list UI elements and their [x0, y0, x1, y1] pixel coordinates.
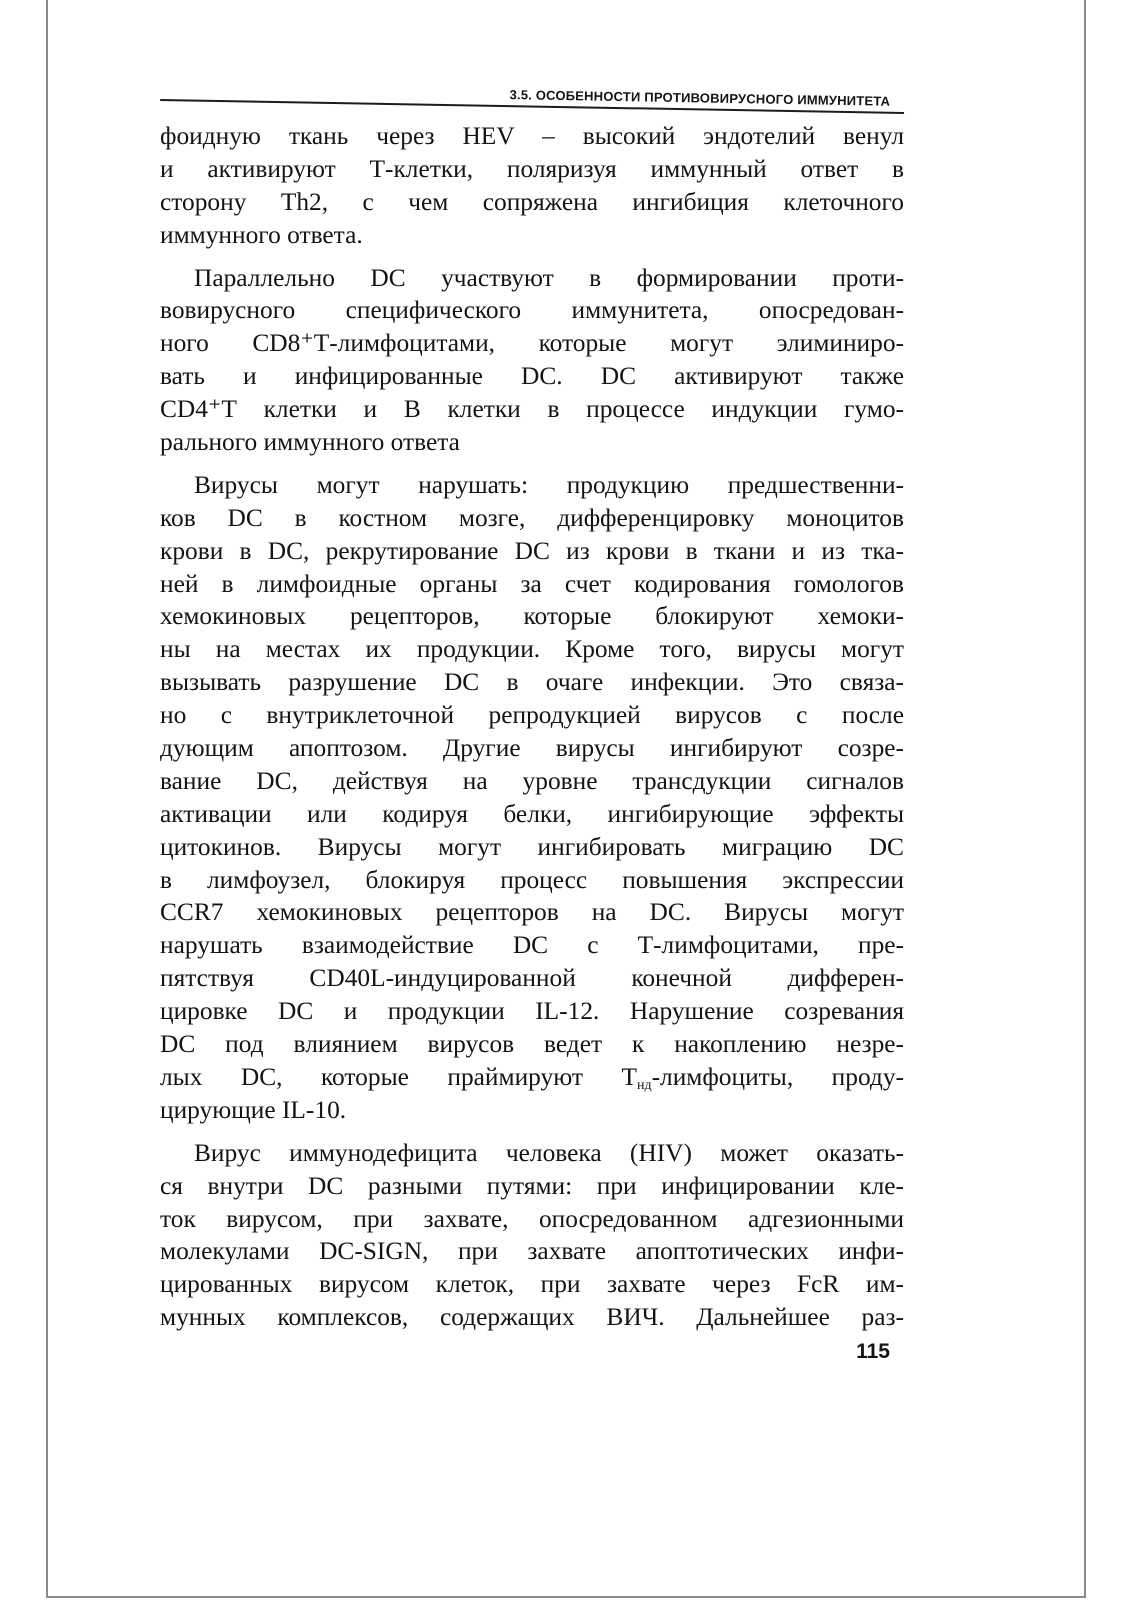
- body-text: [160, 120, 904, 1334]
- text-line: нарушать взаимодействие DC с Т-лимфоцитами, пре-: [160, 931, 904, 960]
- running-head: 3.5. ОСОБЕННОСТИ ПРОТИВОВИРУСНОГО ИММУНИТЕТА: [160, 81, 904, 114]
- text-line: но с внутриклеточной репродукцией вирусов с после: [160, 701, 904, 730]
- text-line: ков DC в костном мозге, дифференцировку моноцитов: [160, 503, 904, 532]
- text-line: активации или кодируя белки, ингибирующие эффекты: [160, 799, 904, 828]
- text-line: молекулами DC-SIGN, при захвате апоптотических инфи-: [160, 1237, 904, 1266]
- text-line: Параллельно DC участвуют в формировании проти-: [194, 263, 904, 292]
- text-line: Вирус иммунодефицита человека (HIV) может оказать-: [194, 1138, 904, 1167]
- text-line: CD4⁺Т клетки и В клетки в процессе индукции гумо-: [160, 395, 904, 424]
- text-line: ток вирусом, при захвате, опосредованном адгезионными: [160, 1204, 904, 1233]
- text-fragment: лых DC, которые праймируют T: [160, 1062, 637, 1091]
- paragraph: [160, 262, 904, 459]
- text-line: ны на местах их продукции. Кроме того, вирусы могут: [160, 635, 904, 664]
- text-line: цирующие IL-10.: [160, 1095, 347, 1124]
- text-line: фоидную ткань через HEV – высокий эндотелий венул: [160, 122, 904, 150]
- text-line: дующим апоптозом. Другие вирусы ингибируют созре-: [160, 734, 904, 763]
- page-number: 115: [856, 1340, 890, 1364]
- text-fragment: -лимфоциты, проду-: [651, 1062, 904, 1091]
- text-line: цитокинов. Вирусы могут ингибировать миграцию DC: [160, 832, 904, 861]
- text-line: DC под влиянием вирусов ведет к накоплению незре-: [160, 1030, 904, 1059]
- text-line: хемокиновых рецепторов, которые блокируют хемоки-: [160, 602, 904, 631]
- text-line: рального иммунного ответа: [160, 428, 460, 457]
- subscript: нд: [636, 1077, 652, 1093]
- paragraph: [160, 120, 904, 252]
- paragraph: [160, 1137, 904, 1334]
- text-line: вать и инфицированные DC. DC активируют также: [160, 362, 904, 391]
- paragraph: [160, 469, 904, 1127]
- text-line: CCR7 хемокиновых рецепторов на DC. Вирусы могут: [160, 898, 904, 927]
- text-line: вызывать разрушение DC в очаге инфекции. Это связа-: [160, 668, 904, 697]
- text-line: и активируют Т-клетки, поляризуя иммунный ответ в: [160, 154, 904, 183]
- text-line: Вирусы могут нарушать: продукцию предшественни-: [194, 470, 904, 499]
- text-line: иммунного ответа.: [160, 220, 363, 249]
- text-line-with-subscript: [160, 1061, 904, 1094]
- text-line: цировке DC и продукции IL-12. Нарушение созревания: [160, 997, 904, 1026]
- text-line: крови в DC, рекрутирование DC из крови в ткани и из тка-: [160, 536, 904, 565]
- text-line: ного CD8⁺Т-лимфоцитами, которые могут элиминиро-: [160, 329, 904, 358]
- text-line: ней в лимфоидные органы за счет кодирования гомологов: [160, 569, 904, 598]
- text-line: в лимфоузел, блокируя процесс повышения экспрессии: [160, 865, 904, 894]
- text-line: мунных комплексов, содержащих ВИЧ. Дальнейшее раз-: [160, 1303, 904, 1332]
- text-line: вовирусного специфического иммунитета, опосредован-: [160, 296, 904, 325]
- text-line: вание DC, действуя на уровне трансдукции сигналов: [160, 766, 904, 795]
- book-page: [160, 87, 904, 1364]
- text-line: цированных вирусом клеток, при захвате через FcR им-: [160, 1270, 904, 1299]
- text-line: пятствуя CD40L-индуцированной конечной дифферен-: [160, 964, 904, 993]
- text-line: ся внутри DC разными путями: при инфицировании кле-: [160, 1171, 904, 1200]
- text-line: сторону Th2, с чем сопряжена ингибиция клеточного: [160, 187, 904, 216]
